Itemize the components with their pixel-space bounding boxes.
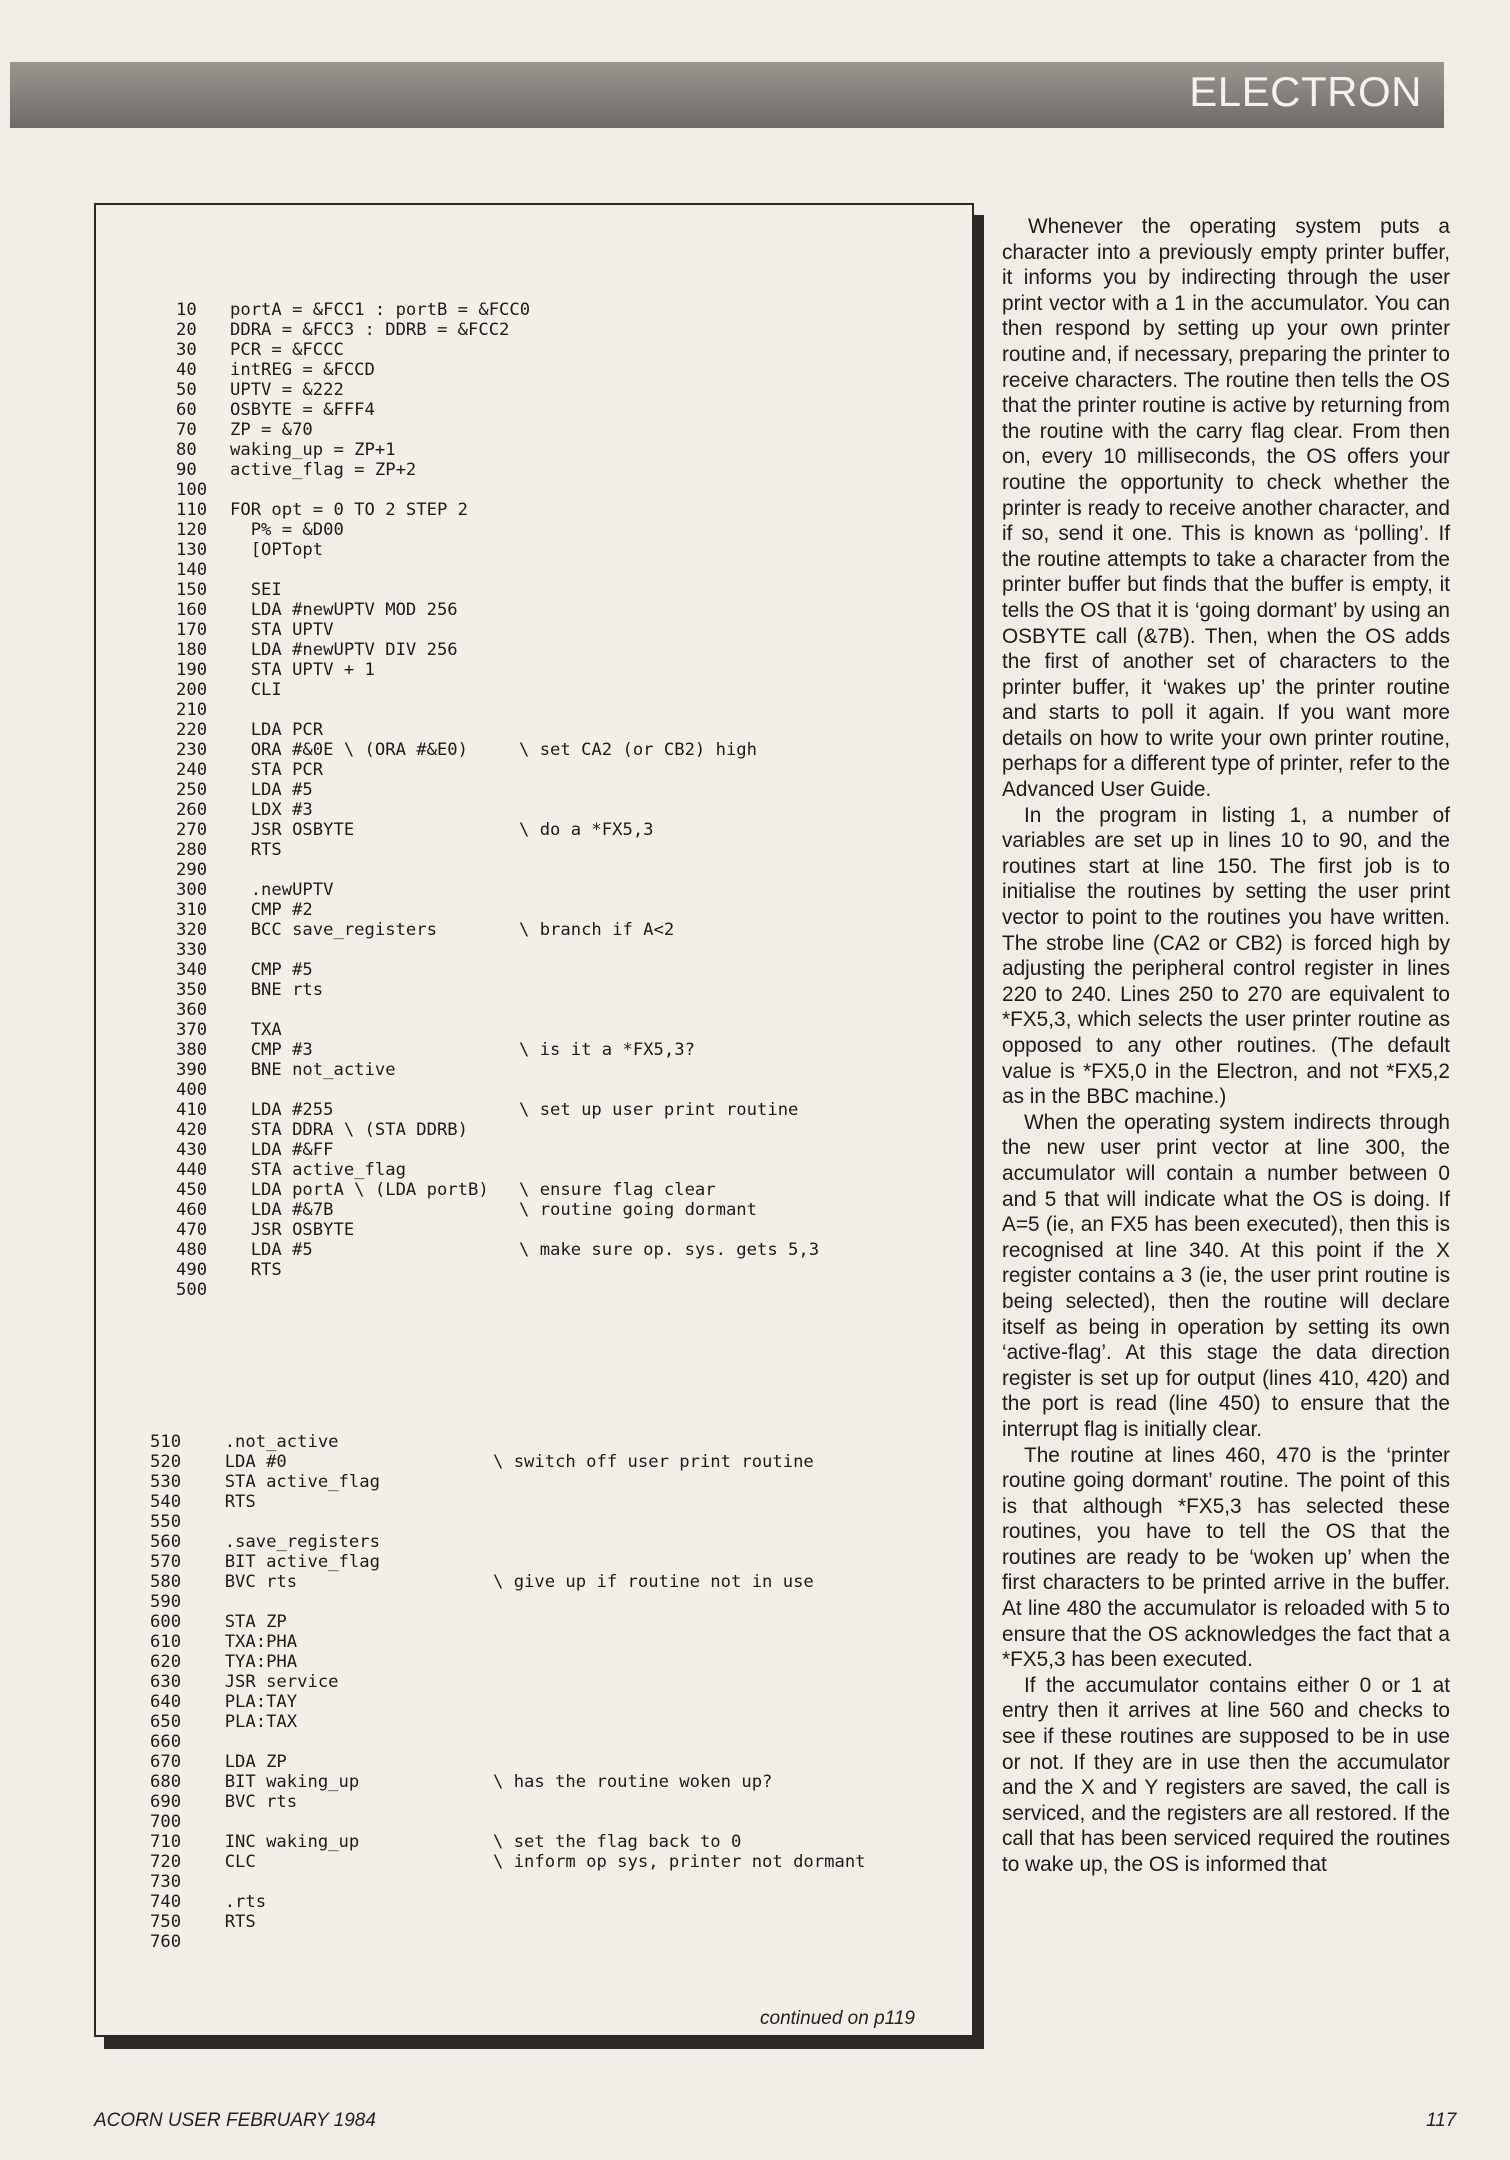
article-paragraph: If the accumulator contains either 0 or 1 at entry then it arrives at line 560 and checks to see if these routines are supposed to be in use or not. If they are in use then the accumulator and the X and Y registers are saved, the call is serviced, and the registers are all restored. If the call that has been serviced required the routines to wake up, the OS is informed that [1002, 1673, 1450, 1876]
code-statement: LDA #5 [230, 780, 313, 800]
code-line [176, 380, 956, 400]
code-line [176, 700, 956, 720]
code-line [150, 1672, 950, 1692]
code-comment: \ give up if routine not in use [493, 1572, 814, 1592]
page-number: 117 [1426, 2110, 1457, 2131]
article-paragraph: When the operating system indirects through the new user print vector at line 300, the accumulator will contain a number between 0 and 5 that will indicate what the OS is doing. If A=5 (ie, an FX5 has been executed), then this is recognised at line 340. At this point if the X register contains a 3 (ie, the user print routine is being selected), then the routine will declare itself as being in operation by setting its own ‘active-flag’. At this stage the data direction register is set up for output (lines 410, 420) and the port is read (line 450) to ensure that the interrupt flag is initially clear. [1002, 1110, 1450, 1441]
code-line [150, 1912, 950, 1932]
line-number: 120 [176, 520, 208, 540]
code-line [150, 1932, 950, 1952]
line-number: 340 [176, 960, 208, 980]
line-number: 450 [176, 1180, 208, 1200]
code-comment: \ branch if A<2 [519, 920, 675, 940]
line-number: 470 [176, 1220, 208, 1240]
code-statement: LDA portA \ (LDA portB) [230, 1180, 489, 1200]
line-number: 370 [176, 1020, 208, 1040]
line-number: 210 [176, 700, 208, 720]
code-line [176, 1120, 956, 1140]
code-statement: RTS [230, 840, 282, 860]
line-number: 320 [176, 920, 208, 940]
code-line [176, 1060, 956, 1080]
code-line [150, 1512, 950, 1532]
code-line [150, 1572, 950, 1592]
code-statement: BNE not_active [230, 1060, 396, 1080]
code-statement: DDRA = &FCC3 : DDRB = &FCC2 [230, 320, 510, 340]
line-number: 610 [150, 1632, 182, 1652]
code-line [176, 880, 956, 900]
code-line [176, 1280, 956, 1300]
code-line [176, 480, 956, 500]
code-statement: INC waking_up [204, 1832, 360, 1852]
line-number: 620 [150, 1652, 182, 1672]
code-line [150, 1772, 950, 1792]
line-number: 430 [176, 1140, 208, 1160]
code-statement: LDX #3 [230, 800, 313, 820]
line-number: 310 [176, 900, 208, 920]
code-line [150, 1632, 950, 1652]
line-number: 580 [150, 1572, 182, 1592]
line-number: 140 [176, 560, 208, 580]
code-line [176, 500, 956, 520]
code-statement: CMP #5 [230, 960, 313, 980]
code-statement: JSR OSBYTE [230, 1220, 355, 1240]
line-number: 550 [150, 1512, 182, 1532]
line-number: 70 [176, 420, 197, 440]
code-statement: BVC rts [204, 1792, 298, 1812]
line-number: 130 [176, 540, 208, 560]
code-line [176, 1000, 956, 1020]
line-number: 740 [150, 1892, 182, 1912]
code-line [150, 1652, 950, 1672]
line-number: 730 [150, 1872, 182, 1892]
code-statement: STA PCR [230, 760, 324, 780]
code-statement: TXA:PHA [204, 1632, 298, 1652]
line-number: 750 [150, 1912, 182, 1932]
code-statement: LDA #newUPTV DIV 256 [230, 640, 458, 660]
code-line [176, 1240, 956, 1260]
code-statement: BCC save_registers [230, 920, 437, 940]
code-statement: STA ZP [204, 1612, 287, 1632]
code-line [176, 400, 956, 420]
line-number: 180 [176, 640, 208, 660]
code-statement: OSBYTE = &FFF4 [230, 400, 375, 420]
code-statement: TYA:PHA [204, 1652, 298, 1672]
section-title: ELECTRON [1189, 68, 1422, 115]
line-number: 400 [176, 1080, 208, 1100]
line-number: 380 [176, 1040, 208, 1060]
code-line [176, 580, 956, 600]
code-statement: RTS [204, 1492, 256, 1512]
code-statement: RTS [204, 1912, 256, 1932]
code-comment: \ inform op sys, printer not dormant [493, 1852, 866, 1872]
code-line [176, 920, 956, 940]
code-line [150, 1532, 950, 1552]
line-number: 760 [150, 1932, 182, 1952]
code-line [176, 780, 956, 800]
line-number: 110 [176, 500, 208, 520]
article-paragraph: Whenever the operating system puts a character into a previously empty printer buffer, it informs you by indirecting through the user print vector with a 1 in the accumulator. You can then respond by setting up your own printer routine and, if necessary, preparing the printer to receive characters. The routine then tells the OS that the printer routine is active by returning from the routine with the carry flag clear. From then on, every 10 milliseconds, the OS offers your routine the opportunity to check whether the printer is ready to receive another character, and if so, send it one. This is known as ‘polling’. If the routine attempts to take a character from the printer buffer but finds that the buffer is empty, it tells the OS that it is ‘going dormant’ by using an OSBYTE call (&7B). Then, when the OS adds the first of another set of characters to the printer buffer, it ‘wakes up’ the printer routine and starts to poll it again. If you want more details on how to write your own printer routine, perhaps for a different type of printer, refer to the Advanced User Guide. [1002, 215, 1450, 802]
code-statement: [OPTopt [230, 540, 324, 560]
code-statement: waking_up = ZP+1 [230, 440, 396, 460]
code-line [176, 1260, 956, 1280]
code-line [150, 1792, 950, 1812]
code-statement: JSR service [204, 1672, 339, 1692]
line-number: 280 [176, 840, 208, 860]
code-line [176, 720, 956, 740]
article-paragraph: The routine at lines 460, 470 is the ‘printer routine going dormant’ routine. The point of this is that although *FX5,3 has selected these routines, you have to tell the OS that the routines are ready to be ‘woken up’ when the first characters to be printed arrive in the buffer. At line 480 the accumulator is reloaded with 5 to ensure that the OS acknowledges the fact that a *FX5,3 has been executed. [1002, 1443, 1450, 1672]
code-line [176, 520, 956, 540]
code-line [176, 340, 956, 360]
continued-note: continued on p119 [760, 2008, 915, 2029]
line-number: 600 [150, 1612, 182, 1632]
code-line [150, 1712, 950, 1732]
code-line [176, 800, 956, 820]
code-listing-part-1 [176, 300, 956, 1300]
section-header-bar [10, 62, 1444, 128]
code-line [176, 740, 956, 760]
line-number: 570 [150, 1552, 182, 1572]
code-line [176, 460, 956, 480]
code-statement: UPTV = &222 [230, 380, 344, 400]
line-number: 230 [176, 740, 208, 760]
code-line [150, 1472, 950, 1492]
code-statement: .newUPTV [230, 880, 334, 900]
code-statement: STA UPTV [230, 620, 334, 640]
line-number: 150 [176, 580, 208, 600]
line-number: 480 [176, 1240, 208, 1260]
code-statement: BIT waking_up [204, 1772, 360, 1792]
code-line [176, 820, 956, 840]
code-comment: \ set the flag back to 0 [493, 1832, 742, 1852]
line-number: 670 [150, 1752, 182, 1772]
code-line [176, 1100, 956, 1120]
line-number: 170 [176, 620, 208, 640]
line-number: 640 [150, 1692, 182, 1712]
line-number: 80 [176, 440, 197, 460]
code-comment: \ is it a *FX5,3? [519, 1040, 695, 1060]
line-number: 440 [176, 1160, 208, 1180]
line-number: 90 [176, 460, 197, 480]
code-comment: \ routine going dormant [519, 1200, 757, 1220]
code-line [176, 960, 956, 980]
code-line [150, 1752, 950, 1772]
code-line [176, 680, 956, 700]
code-line [150, 1552, 950, 1572]
code-statement: active_flag = ZP+2 [230, 460, 417, 480]
line-number: 270 [176, 820, 208, 840]
code-statement: PLA:TAX [204, 1712, 298, 1732]
code-statement: LDA #0 [204, 1452, 287, 1472]
code-comment: \ ensure flag clear [519, 1180, 716, 1200]
code-line [176, 320, 956, 340]
code-line [176, 980, 956, 1000]
code-line [176, 900, 956, 920]
line-number: 200 [176, 680, 208, 700]
code-statement: STA UPTV + 1 [230, 660, 375, 680]
line-number: 100 [176, 480, 208, 500]
code-statement: BVC rts [204, 1572, 298, 1592]
article-paragraph: In the program in listing 1, a number of variables are set up in lines 10 to 90, and the routines start at line 150. The first job is to initialise the routines by setting the user print vector to point to the routines you have written. The strobe line (CA2 or CB2) is forced high by adjusting the peripheral control register in lines 220 to 240. Lines 250 to 270 are equivalent to *FX5,3, which selects the user printer routine as opposed to any other routines. (The default value is *FX5,0 in the Electron, and not *FX5,2 as in the BBC machine.) [1002, 803, 1450, 1109]
code-statement: .rts [204, 1892, 267, 1912]
code-line [176, 840, 956, 860]
code-line [176, 600, 956, 620]
line-number: 560 [150, 1532, 182, 1552]
line-number: 490 [176, 1260, 208, 1280]
code-line [176, 1080, 956, 1100]
code-statement: RTS [230, 1260, 282, 1280]
code-line [176, 440, 956, 460]
line-number: 700 [150, 1812, 182, 1832]
line-number: 300 [176, 880, 208, 900]
line-number: 540 [150, 1492, 182, 1512]
code-line [176, 360, 956, 380]
line-number: 590 [150, 1592, 182, 1612]
code-statement: BNE rts [230, 980, 324, 1000]
code-line [150, 1592, 950, 1612]
line-number: 240 [176, 760, 208, 780]
code-statement: CLC [204, 1852, 256, 1872]
line-number: 60 [176, 400, 197, 420]
code-statement: intREG = &FCCD [230, 360, 375, 380]
code-statement: LDA #&FF [230, 1140, 334, 1160]
code-statement: STA active_flag [230, 1160, 406, 1180]
line-number: 220 [176, 720, 208, 740]
code-comment: \ set up user print routine [519, 1100, 799, 1120]
line-number: 650 [150, 1712, 182, 1732]
line-number: 50 [176, 380, 197, 400]
code-statement: SEI [230, 580, 282, 600]
code-statement: ZP = &70 [230, 420, 313, 440]
code-statement: STA active_flag [204, 1472, 380, 1492]
code-statement: P% = &D00 [230, 520, 344, 540]
line-number: 630 [150, 1672, 182, 1692]
code-statement: STA DDRA \ (STA DDRB) [230, 1120, 468, 1140]
code-line [176, 1040, 956, 1060]
line-number: 390 [176, 1060, 208, 1080]
code-line [176, 1160, 956, 1180]
code-line [150, 1732, 950, 1752]
code-statement: LDA PCR [230, 720, 324, 740]
line-number: 40 [176, 360, 197, 380]
code-line [150, 1452, 950, 1472]
line-number: 690 [150, 1792, 182, 1812]
line-number: 660 [150, 1732, 182, 1752]
line-number: 160 [176, 600, 208, 620]
code-line [150, 1812, 950, 1832]
code-statement: PLA:TAY [204, 1692, 298, 1712]
code-line [176, 300, 956, 320]
line-number: 520 [150, 1452, 182, 1472]
code-line [176, 1180, 956, 1200]
line-number: 420 [176, 1120, 208, 1140]
line-number: 710 [150, 1832, 182, 1852]
code-line [150, 1832, 950, 1852]
line-number: 530 [150, 1472, 182, 1492]
code-statement: FOR opt = 0 TO 2 STEP 2 [230, 500, 468, 520]
line-number: 680 [150, 1772, 182, 1792]
code-line [176, 620, 956, 640]
code-line [176, 760, 956, 780]
line-number: 460 [176, 1200, 208, 1220]
code-line [176, 1140, 956, 1160]
line-number: 10 [176, 300, 197, 320]
code-comment: \ make sure op. sys. gets 5,3 [519, 1240, 820, 1260]
line-number: 250 [176, 780, 208, 800]
code-statement: BIT active_flag [204, 1552, 380, 1572]
code-comment: \ set CA2 (or CB2) high [519, 740, 757, 760]
code-statement: ORA #&0E \ (ORA #&E0) [230, 740, 468, 760]
code-statement: portA = &FCC1 : portB = &FCC0 [230, 300, 531, 320]
code-comment: \ has the routine woken up? [493, 1772, 773, 1792]
code-line [150, 1872, 950, 1892]
code-comment: \ switch off user print routine [493, 1452, 814, 1472]
code-statement: LDA #5 [230, 1240, 313, 1260]
code-line [176, 860, 956, 880]
code-line [176, 940, 956, 960]
code-line [176, 660, 956, 680]
code-statement: LDA ZP [204, 1752, 287, 1772]
line-number: 260 [176, 800, 208, 820]
code-line [176, 1020, 956, 1040]
line-number: 500 [176, 1280, 208, 1300]
code-statement: .not_active [204, 1432, 339, 1452]
code-listing-part-2 [150, 1432, 950, 1952]
code-statement: LDA #&7B [230, 1200, 334, 1220]
code-statement: CLI [230, 680, 282, 700]
line-number: 20 [176, 320, 197, 340]
code-line [150, 1692, 950, 1712]
code-line [176, 560, 956, 580]
code-line [176, 420, 956, 440]
line-number: 330 [176, 940, 208, 960]
code-statement: LDA #255 [230, 1100, 334, 1120]
line-number: 720 [150, 1852, 182, 1872]
code-line [150, 1492, 950, 1512]
code-statement: .save_registers [204, 1532, 380, 1552]
code-statement: CMP #2 [230, 900, 313, 920]
code-line [150, 1612, 950, 1632]
code-statement: LDA #newUPTV MOD 256 [230, 600, 458, 620]
line-number: 290 [176, 860, 208, 880]
code-line [176, 540, 956, 560]
code-statement: JSR OSBYTE [230, 820, 355, 840]
line-number: 350 [176, 980, 208, 1000]
code-line [150, 1892, 950, 1912]
code-line [150, 1852, 950, 1872]
line-number: 360 [176, 1000, 208, 1020]
code-statement: PCR = &FCCC [230, 340, 344, 360]
code-line [176, 1220, 956, 1240]
code-comment: \ do a *FX5,3 [519, 820, 654, 840]
publication-footer: ACORN USER FEBRUARY 1984 [94, 2110, 376, 2131]
line-number: 410 [176, 1100, 208, 1120]
code-line [150, 1432, 950, 1452]
code-statement: TXA [230, 1020, 282, 1040]
code-line [176, 1200, 956, 1220]
code-line [176, 640, 956, 660]
line-number: 190 [176, 660, 208, 680]
line-number: 510 [150, 1432, 182, 1452]
line-number: 30 [176, 340, 197, 360]
article-text [1002, 214, 1450, 2074]
code-statement: CMP #3 [230, 1040, 313, 1060]
